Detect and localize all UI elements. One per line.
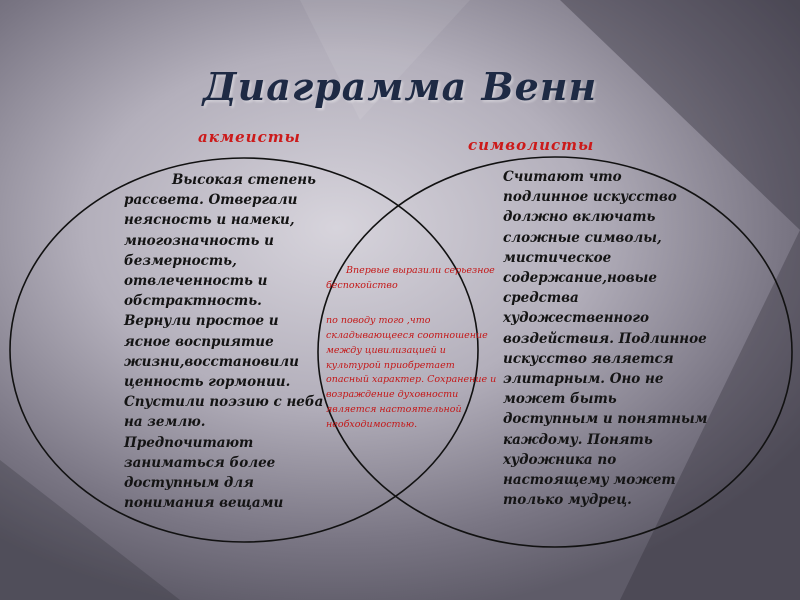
symbolists-description: Считают что подлинное искусство должно включать сложные символы, мистическое содержание,новые средства художественного воздействия. Подлинное искусство является элитарным. Оно не может быть доступным и понятным каждому. Понять художника по настоящему может только мудрец.: [503, 169, 708, 509]
intersection-text-1: Впервые выразили серьезное беспокойство: [326, 264, 495, 291]
intersection-description: [326, 249, 498, 447]
set-label-acmeists: акмеисты: [198, 128, 301, 146]
intersection-text-2: по поводу того ,что складывающееся соотношение между цивилизацией и культурой приобретает опасный характер. Сохранение и возраждение духовности является настоятельной необходимостью.: [326, 315, 497, 430]
page-title: Диаграмма Венн: [202, 64, 598, 109]
set-label-symbolists: символисты: [468, 136, 595, 154]
acmeists-description: Высокая степень рассвета. Отвергали неясность и намеки, многозначность и безмерность, отвлеченность и обстрактность. Вернули простое и ясное восприятие жизни,восстановили ценность гормонии. Спустили поэзию с неба на землю. Предпочитают заниматься более доступным для понимания вещами: [124, 172, 324, 512]
